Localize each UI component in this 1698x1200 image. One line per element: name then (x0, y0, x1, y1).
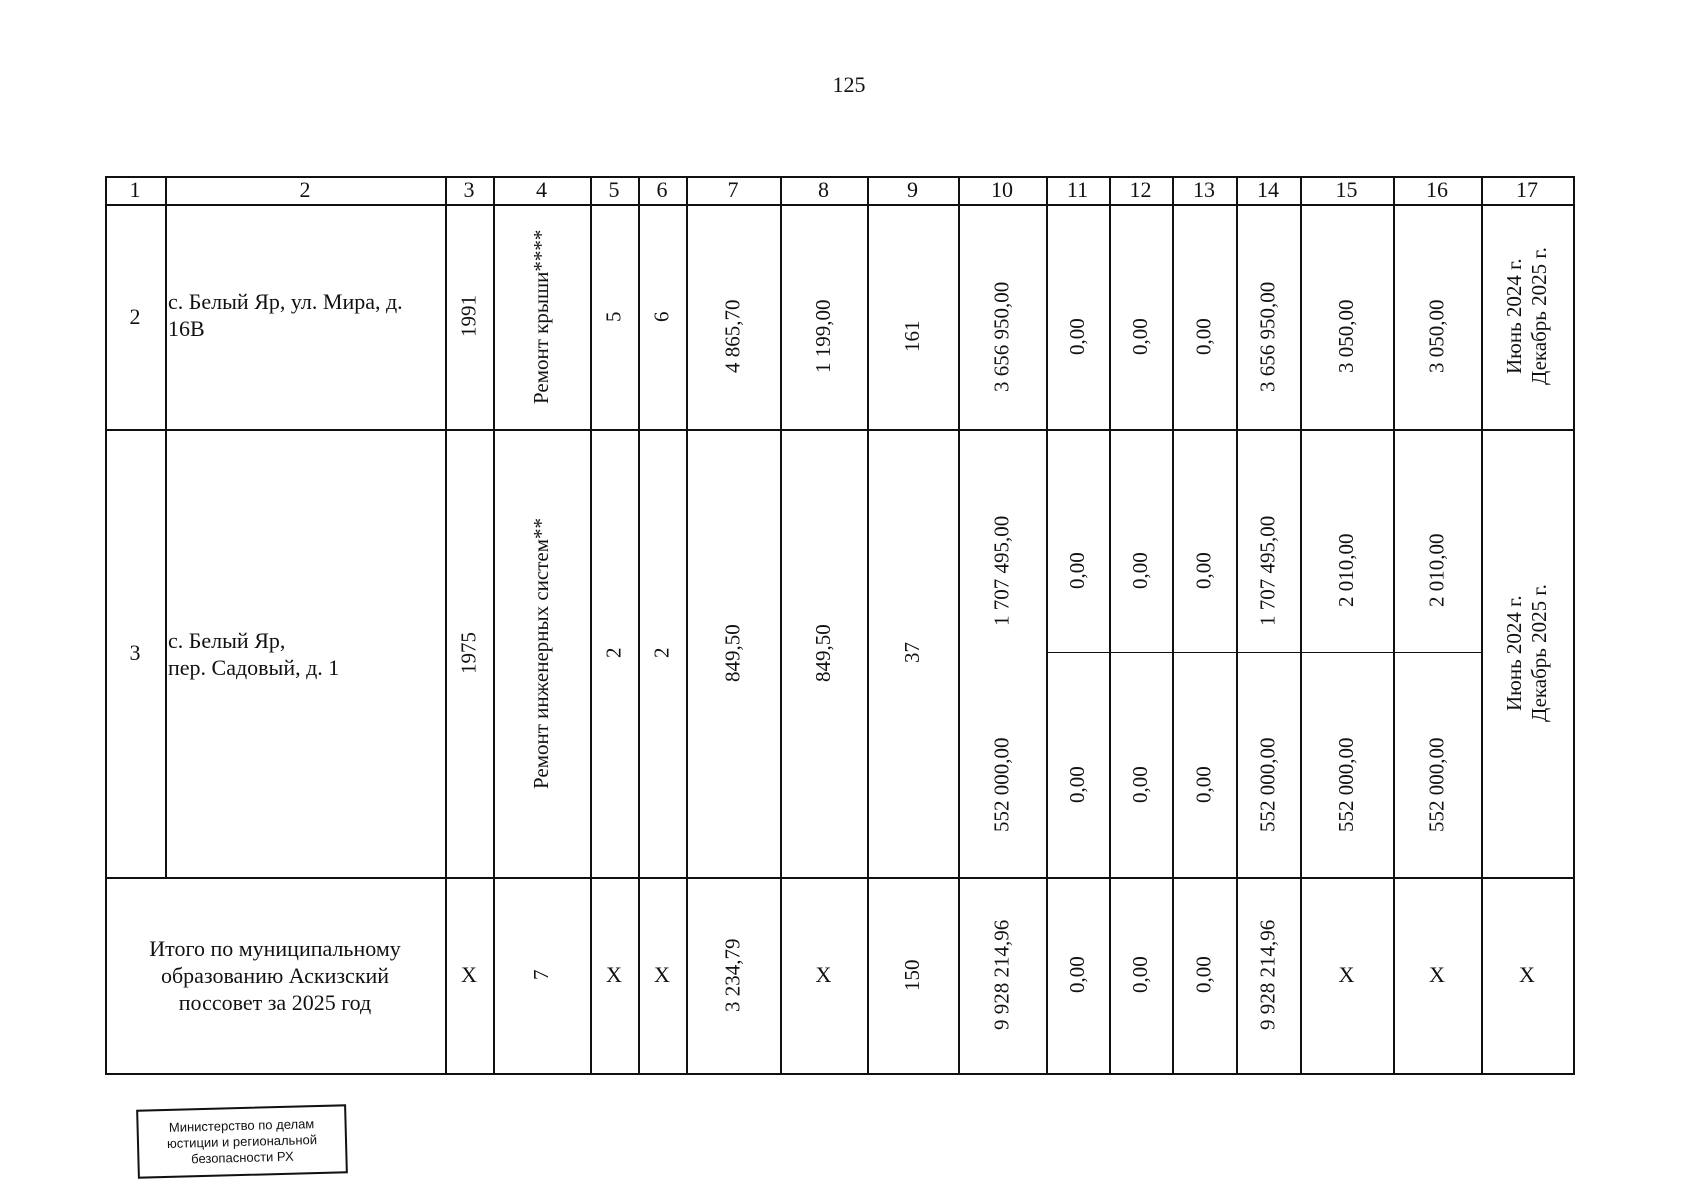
column-number: 15 (1335, 177, 1358, 202)
address (168, 627, 438, 681)
total-cell: 0,00 (1065, 956, 1089, 994)
cell-value: 3 656 950,00 (989, 281, 1014, 392)
cell-value: 6 (649, 311, 674, 322)
cell-value: 5 (601, 311, 626, 322)
stamp-line-1: Министерство по делам (168, 1115, 315, 1135)
column-number: 7 (727, 177, 739, 202)
cell-value: 552 000,00 (1334, 737, 1358, 832)
total-cell: 7 (529, 969, 553, 981)
cell-value: 161 (900, 320, 924, 353)
period-end: Декабрь 2025 г. (1527, 247, 1551, 386)
column-number: 14 (1257, 177, 1279, 202)
cell-value: 0,00 (1191, 318, 1216, 355)
cell-value: 0,00 (1065, 318, 1089, 355)
cell-value: 2 (649, 647, 674, 659)
cell-value: 3 050,00 (1334, 299, 1358, 374)
column-number: 9 (907, 177, 918, 202)
total-cell: 0,00 (1128, 956, 1152, 994)
cell-value: 0,00 (1065, 766, 1089, 803)
cell-value: 1 199,00 (811, 299, 835, 374)
cell-value: 1 707 495,00 (989, 515, 1014, 626)
column-divider (165, 176, 167, 877)
column-number: 2 (299, 177, 311, 202)
cell-value: 2 010,00 (1334, 533, 1358, 608)
cell-value: 37 (900, 642, 924, 664)
address-line: с. Белый Яр, (168, 628, 286, 653)
total-cell: 3 234,79 (720, 938, 745, 1012)
total-cell: Х (606, 962, 622, 987)
column-number: 10 (991, 177, 1013, 202)
column-number: 13 (1193, 177, 1215, 202)
row-number: 2 (129, 303, 141, 329)
total-cell: Х (1429, 962, 1445, 987)
cell-value: 0,00 (1065, 552, 1089, 589)
cell-value: 4 865,70 (720, 299, 745, 374)
total-label-line: поссовет за 2025 год (178, 989, 372, 1015)
address-line: пер. Садовый, д. 1 (168, 655, 340, 680)
work-type: Ремонт инженерных систем** (529, 517, 553, 789)
column-number: 11 (1066, 177, 1089, 202)
period-start: Июнь 2024 г. (1502, 258, 1526, 375)
cell-value: 849,50 (720, 624, 745, 682)
total-cell: 9 928 214,96 (1255, 919, 1280, 1031)
work-type: Ремонт крыши**** (529, 229, 553, 404)
cell-value: 0,00 (1128, 318, 1152, 355)
total-label-line: образованию Аскизский (160, 962, 390, 988)
total-cell: 9 928 214,96 (989, 919, 1014, 1031)
period-end: Декабрь 2025 г. (1527, 584, 1551, 722)
cell-value: 552 000,00 (1255, 737, 1280, 832)
cell-value: 552 000,00 (989, 737, 1014, 832)
total-label-line: Итого по муниципальному (149, 935, 401, 961)
total-label (105, 877, 445, 1073)
address: с. Белый Яр, ул. Мира, д. 16В (168, 289, 403, 341)
table-border-bottom (105, 1073, 1573, 1075)
cell-value: 2 (601, 647, 626, 659)
registration-stamp (136, 1104, 348, 1178)
total-cell: Х (815, 962, 832, 987)
column-number: 8 (818, 177, 829, 202)
cell-value: 552 000,00 (1424, 737, 1449, 832)
stamp-line-3: безопасности РХ (190, 1148, 294, 1166)
table-border-side (1573, 176, 1575, 1075)
cell-value: 3 050,00 (1424, 299, 1449, 374)
build-year: 1975 (456, 632, 481, 674)
cell-value: 0,00 (1191, 552, 1216, 589)
column-number: 3 (463, 177, 475, 202)
column-number: 5 (608, 177, 620, 202)
column-number: 6 (656, 177, 668, 202)
total-cell: Х (654, 962, 670, 987)
column-number: 1 (129, 177, 141, 202)
column-number: 4 (536, 177, 547, 202)
page-number: 125 (832, 72, 866, 97)
column-number: 16 (1426, 177, 1448, 202)
cell-value: 0,00 (1128, 766, 1152, 803)
build-year: 1991 (456, 295, 481, 338)
work-period (1481, 429, 1573, 877)
work-period (1481, 204, 1573, 429)
cell-value: 1 707 495,00 (1255, 515, 1280, 626)
total-cell: 150 (900, 959, 924, 991)
row-number: 3 (129, 640, 141, 665)
cell-value: 3 656 950,00 (1255, 281, 1280, 392)
cell-value: 2 010,00 (1424, 533, 1449, 608)
cell-value: 0,00 (1191, 766, 1216, 803)
total-cell: Х (461, 962, 477, 987)
column-number: 17 (1516, 177, 1538, 202)
stamp-line-2: юстиции и региональной (166, 1131, 318, 1151)
total-cell: Х (1519, 962, 1535, 987)
cell-value: 849,50 (811, 624, 835, 682)
total-cell: Х (1338, 962, 1355, 987)
period-start: Июнь 2024 г. (1502, 595, 1526, 711)
column-number: 12 (1129, 177, 1152, 202)
cell-value: 0,00 (1128, 552, 1152, 589)
total-cell: 0,00 (1191, 956, 1216, 994)
